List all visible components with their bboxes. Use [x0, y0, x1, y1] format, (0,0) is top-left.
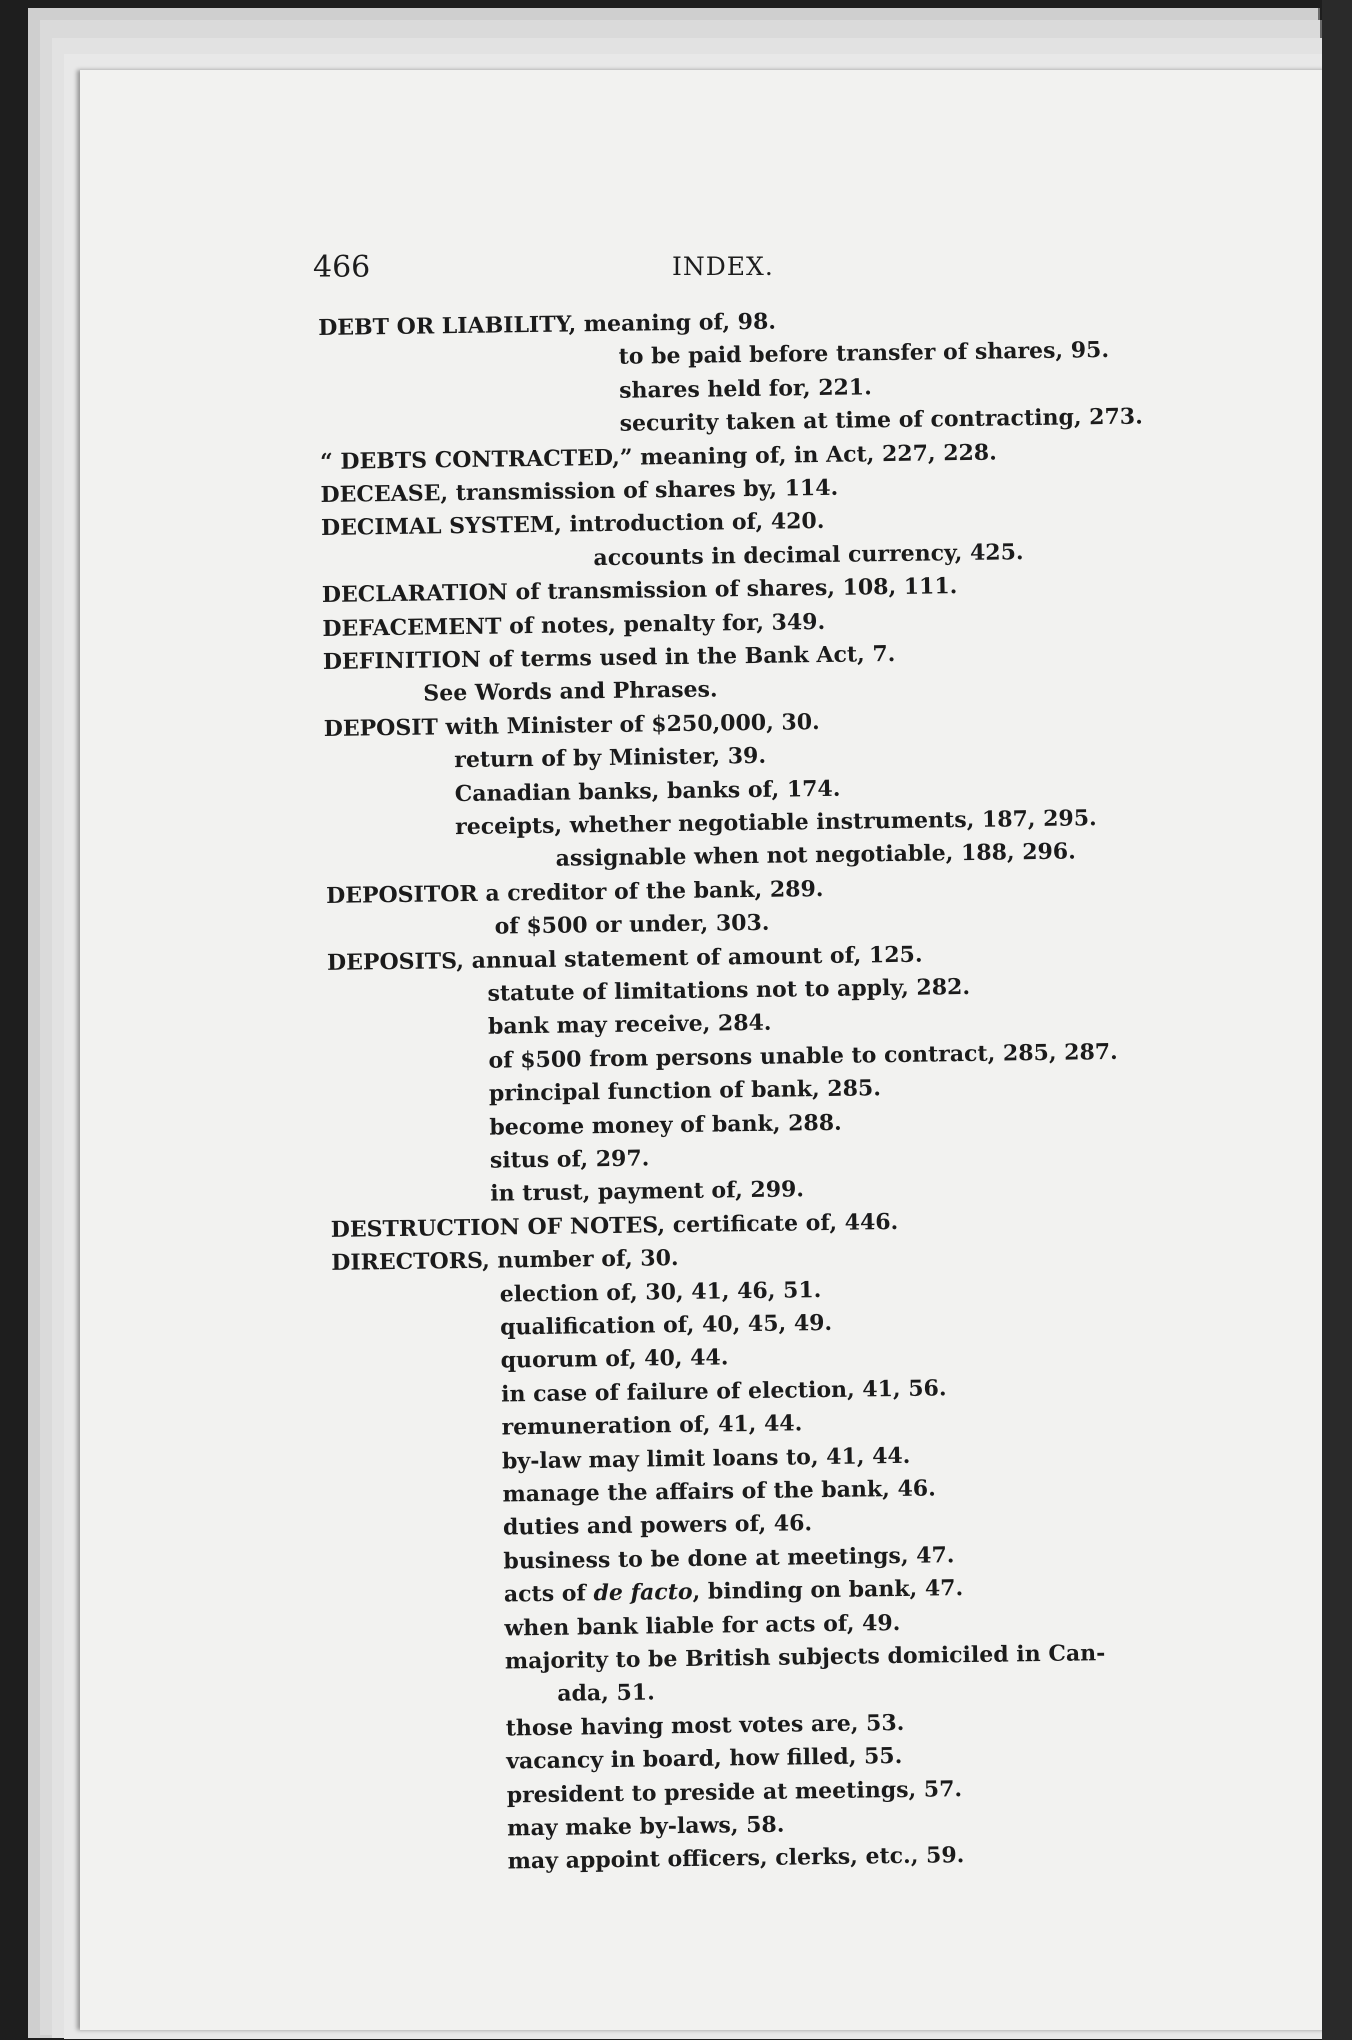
- index-subentry-line: [618, 334, 1109, 374]
- entry-italic-text: de facto: [593, 1579, 693, 1607]
- entry-text: of transmission of shares, 108, 111.: [507, 573, 958, 606]
- entry-heading: DEPOSITOR: [325, 880, 478, 909]
- index-subentry-line: [489, 1106, 842, 1144]
- entry-heading: DEFACEMENT: [322, 613, 502, 642]
- index-subentry-line: [507, 1809, 785, 1846]
- index-subentry-line: [500, 1342, 728, 1378]
- entry-text: Canadian banks, banks of, 174.: [454, 775, 841, 807]
- index-subentry-line: [619, 371, 872, 408]
- index-subentry-line: [504, 1607, 900, 1646]
- entry-text: acts of: [503, 1580, 594, 1608]
- entry-text: with Minister of $250,000, 30.: [437, 708, 820, 741]
- entry-text: principal function of bank, 285.: [488, 1075, 882, 1107]
- entry-text: by-law may limit loans to, 41, 44.: [501, 1442, 911, 1475]
- index-subentry-line: [500, 1307, 832, 1345]
- index-subentry-line: [502, 1439, 911, 1478]
- entry-text: of $500 from persons unable to contract, 285, 287.: [488, 1038, 1118, 1074]
- entry-text: assignable when not negotiable, 188, 296.: [555, 838, 1076, 873]
- entry-heading: DECIMAL SYSTEM,: [320, 512, 563, 542]
- index-subentry-line: [507, 1840, 964, 1879]
- entry-heading: DEFINITION: [322, 646, 482, 675]
- entry-text: when bank liable for acts of, 49.: [504, 1609, 901, 1642]
- index-entry-heading-line: [331, 1242, 679, 1280]
- index-subentry-line: [557, 1677, 655, 1711]
- entry-text: accounts in decimal currency, 425.: [593, 538, 1024, 571]
- entry-text: See Words and Phrases.: [423, 676, 718, 707]
- entry-heading: DECEASE,: [320, 480, 449, 508]
- entry-text: transmission of shares by, 114.: [447, 474, 839, 507]
- entry-text: of terms used in the Bank Act, 7.: [480, 640, 896, 673]
- entry-text: security taken at time of contracting, 273.: [619, 403, 1143, 437]
- entry-text: manage the affairs of the bank, 46.: [502, 1475, 936, 1508]
- index-subentry-line: [488, 1007, 772, 1044]
- entry-text: those having most votes are, 53.: [505, 1709, 905, 1742]
- index-subentry-line: [501, 1372, 947, 1411]
- index-subentry-line: [502, 1472, 936, 1511]
- entry-text: of $500 or under, 303.: [494, 909, 770, 940]
- index-subentry-line: [487, 971, 970, 1011]
- index-subentry-line: [455, 772, 841, 810]
- entry-text: receipts, whether negotiable instruments, 187, 295.: [455, 805, 1097, 841]
- index-subentry-line: [506, 1740, 903, 1779]
- index-subentry-line: [500, 1274, 822, 1311]
- book-spine: [1322, 0, 1352, 2040]
- entry-heading: DEPOSITS,: [326, 947, 465, 976]
- entry-text: may make by-laws, 58.: [507, 1811, 785, 1842]
- entry-text: may appoint officers, clerks, etc., 59.: [507, 1842, 965, 1875]
- entry-text: vacancy in board, how filled, 55.: [506, 1743, 903, 1775]
- index-subentry-line: [593, 536, 1024, 575]
- index-subentry-line: [494, 907, 769, 944]
- entry-heading: “ DEBTS CONTRACTED,”: [319, 444, 633, 475]
- entry-text: of notes, penalty for, 349.: [501, 608, 826, 640]
- entry-text: meaning of, 98.: [575, 308, 777, 338]
- entry-text: meaning of, in Act, 227, 228.: [632, 439, 997, 471]
- entry-heading: DEBT OR LIABILITY,: [318, 311, 577, 341]
- entry-text: return of by Minister, 39.: [454, 742, 767, 774]
- index-subentry-line: [490, 1142, 650, 1177]
- entry-text: annual statement of amount of, 125.: [463, 941, 923, 974]
- entry-text-tail: , binding on bank, 47.: [692, 1575, 964, 1606]
- index-subentry-line: [423, 674, 718, 711]
- entry-text: shares held for, 221.: [618, 374, 872, 404]
- entry-text: bank may receive, 284.: [487, 1010, 772, 1041]
- running-head: INDEX.: [672, 252, 774, 281]
- index-subentry-line: [503, 1508, 813, 1545]
- entry-text: president to preside at meetings, 57.: [506, 1775, 963, 1809]
- entry-text: election of, 30, 41, 46, 51.: [499, 1276, 822, 1308]
- entry-text: introduction of, 420.: [561, 508, 825, 539]
- entry-text: in case of failure of election, 41, 56.: [500, 1375, 947, 1408]
- entry-text: business to be done at meetings, 47.: [503, 1542, 955, 1575]
- entry-text: qualification of, 40, 45, 49.: [500, 1309, 833, 1341]
- entry-heading: DIRECTORS,: [331, 1247, 490, 1277]
- index-subentry-line: [507, 1773, 963, 1812]
- entry-text: become money of bank, 288.: [489, 1109, 842, 1141]
- index-subentry-line: [490, 1174, 804, 1211]
- entry-heading: DESTRUCTION OF NOTES,: [330, 1212, 666, 1243]
- index-subentry-line: [454, 740, 766, 777]
- entry-text: remuneration of, 41, 44.: [501, 1410, 803, 1441]
- entry-text: situs of, 297.: [489, 1145, 650, 1174]
- entry-text: statute of limitations not to apply, 282.: [487, 973, 971, 1007]
- entry-text: number of, 30.: [489, 1245, 679, 1274]
- entry-heading: DECLARATION: [321, 579, 509, 609]
- index-subentry-line: [501, 1408, 802, 1445]
- entry-heading: DEPOSIT: [323, 714, 439, 742]
- index-subentry-line: [489, 1072, 881, 1110]
- entry-text: a creditor of the bank, 289.: [477, 875, 824, 907]
- index-subentry-line: [506, 1707, 905, 1746]
- entry-text: to be paid before transfer of shares, 95.: [618, 337, 1110, 371]
- entry-text: ada, 51.: [557, 1679, 655, 1708]
- entry-text: duties and powers of, 46.: [502, 1510, 813, 1541]
- entry-text: majority to be British subjects domiciled in Can-: [504, 1640, 1106, 1675]
- entry-text: quorum of, 40, 44.: [500, 1344, 729, 1374]
- entry-text: certificate of, 446.: [664, 1208, 899, 1239]
- entry-text: in trust, payment of, 299.: [490, 1176, 805, 1208]
- page-number: 466: [313, 250, 371, 285]
